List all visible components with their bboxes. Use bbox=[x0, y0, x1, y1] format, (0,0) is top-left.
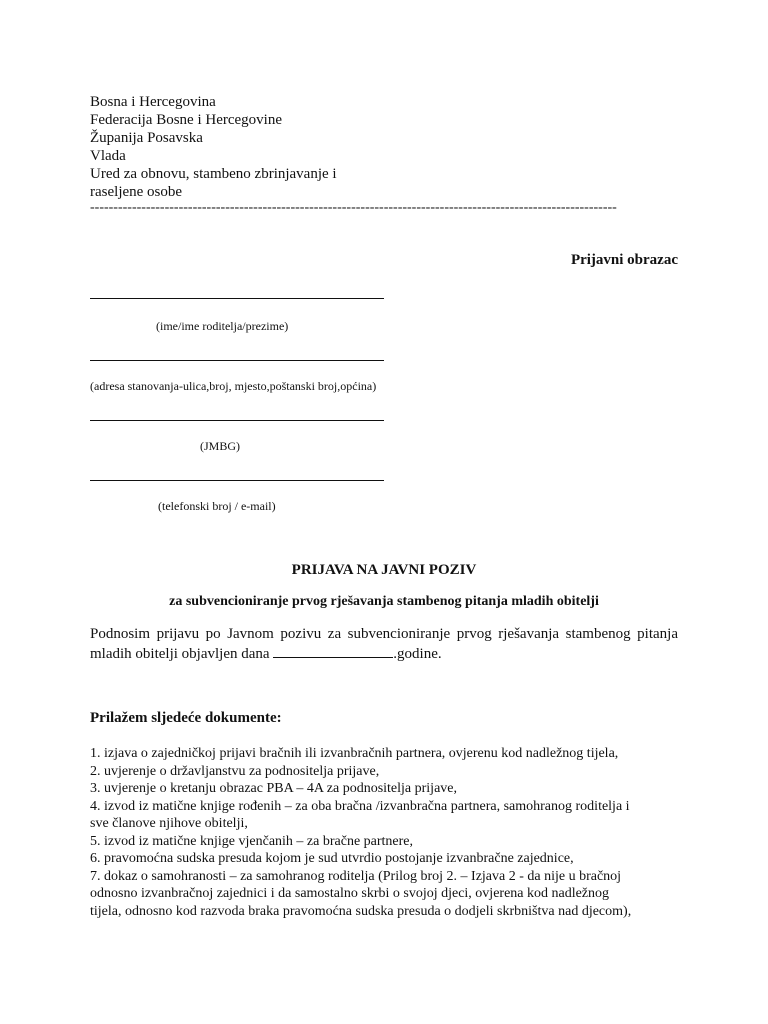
header-line: Federacija Bosne i Hercegovine bbox=[90, 112, 283, 128]
list-item: tijela, odnosno kod razvoda braka pravomoćna sudska presuda o dodjeli skrbništva nad djecom), bbox=[90, 903, 632, 919]
address-field-line[interactable] bbox=[90, 360, 384, 361]
application-paragraph bbox=[90, 624, 678, 664]
contact-field-line[interactable] bbox=[90, 480, 384, 481]
main-title: PRIJAVA NA JAVNI POZIV bbox=[291, 562, 477, 578]
documents-list bbox=[90, 745, 690, 920]
list-item: 4. izvod iz matične knjige rođenih – za oba bračna /izvanbračna partnera, samohranog roditelja i bbox=[90, 798, 630, 814]
header-line: raseljene osobe bbox=[90, 184, 183, 200]
paragraph-text-before: Podnosim prijavu po Javnom pozivu za subvencioniranje prvog rješavanja stambenog pitanja mladih obitelji objavljen dana bbox=[90, 626, 678, 662]
jmbg-field-hint: (JMBG) bbox=[200, 439, 241, 453]
list-item: 6. pravomoćna sudska presuda kojom je sud utvrdio postojanje izvanbračne zajednice, bbox=[90, 851, 574, 866]
jmbg-field-line[interactable] bbox=[90, 420, 384, 421]
name-field-line[interactable] bbox=[90, 298, 384, 299]
list-item: sve članove njihove obitelji, bbox=[90, 816, 248, 831]
header-line: Bosna i Hercegovina bbox=[90, 94, 216, 110]
list-item: odnosno izvanbračnoj zajednici i da samostalno skrbi o svojoj djeci, ovjerena kod nadležnog bbox=[90, 886, 610, 901]
header-line: Ured za obnovu, stambeno zbrinjavanje i bbox=[90, 166, 337, 182]
subtitle: za subvencioniranje prvog rješavanja stambenog pitanja mladih obitelji bbox=[169, 594, 599, 609]
list-item: 2. uvjerenje o državljanstvu za podnositelja prijave, bbox=[90, 763, 380, 779]
header-line: Vlada bbox=[90, 148, 126, 164]
issuer-header bbox=[90, 93, 337, 201]
list-item: 3. uvjerenje o kretanju obrazac PBA – 4A za podnositelja prijave, bbox=[90, 781, 458, 796]
address-field-hint: (adresa stanovanja-ulica,broj, mjesto,poštanski broj,općina) bbox=[90, 379, 377, 393]
contact-field-hint: (telefonski broj / e-mail) bbox=[158, 499, 276, 513]
header-line: Županija Posavska bbox=[90, 130, 203, 146]
header-separator: ----------------------------------------------------------------------------------------------------------------- bbox=[90, 200, 617, 215]
documents-heading: Prilažem sljedeće dokumente: bbox=[90, 710, 282, 726]
list-item: 1. izjava o zajedničkoj prijavi bračnih ili izvanbračnih partnera, ovjerenu kod nadležnog tijela, bbox=[90, 746, 619, 761]
list-item: 5. izvod iz matične knjige vjenčanih – za bračne partnere, bbox=[90, 833, 414, 849]
date-blank[interactable] bbox=[273, 645, 393, 658]
name-field-hint: (ime/ime roditelja/prezime) bbox=[156, 319, 289, 333]
list-item: 7. dokaz o samohranosti – za samohranog roditelja (Prilog broj 2. – Izjava 2 - da nije u bračnoj bbox=[90, 868, 622, 884]
form-title: Prijavni obrazac bbox=[570, 252, 678, 268]
paragraph-text-after: .godine. bbox=[393, 646, 442, 662]
